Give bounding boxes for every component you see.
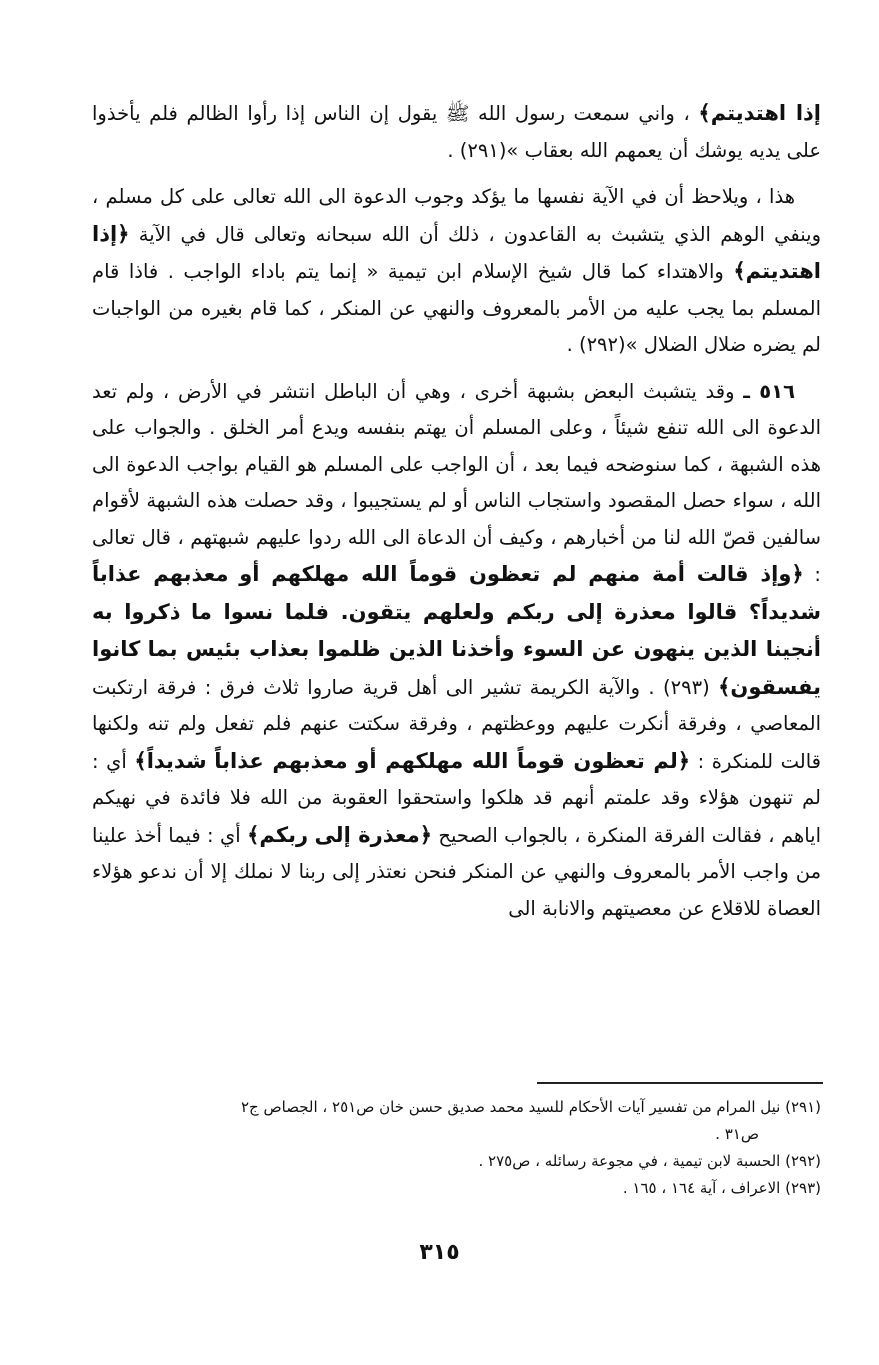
quran-quote: معذبهم عذاباً شديداً؟ قالوا معذرة إلى ربكم ولعلهم يتقون. فلما نسوا ما: [92, 562, 821, 624]
quran-quote: ﴿وإذ قالت أمة منهم لم تعظون قوماً الله مهلكهم أو: [239, 562, 804, 586]
text-span: الدعوة الى الله ، سواء حصل المقصود واستجاب الناس أو لم يستجيبوا ، وقد حصلت: [92, 452, 821, 512]
quran-quote: ﴿إذا اهتديتم﴾: [92, 221, 822, 283]
quran-quote: شديداً﴾: [134, 748, 207, 773]
text-span: بغيره من الواجبات لم يضره ضلال الضلال »(٢٩٢) .: [92, 296, 821, 356]
text-span: هذا ، ويلاحظ أن في الآية نفسها ما يؤكد وجوب الدعوة الى الله تعالى على كل: [160, 185, 795, 208]
quran-quote: ربكم﴾: [247, 822, 309, 847]
text-span: فلا فائدة في نهيكم اياهم ، فقالت الفرقة المنكرة ، بالجواب الصحيح: [92, 786, 822, 847]
text-span: ارتكبت المعاصي ، وفرقة أنكرت عليهم ووعظتهم ، وفرقة سكتت عنهم فلم تفعل ولم: [92, 675, 822, 735]
quran-quote: إذا اهتديتم﴾: [698, 101, 821, 125]
footnotes: [96, 1094, 821, 1202]
text-span: نعتذر إلى ربنا لا نملك إلا أن ندعو هؤلاء العصاة للاقلاع عن معصيتهم والانابة الى: [92, 860, 821, 920]
footnote-divider: [537, 1082, 823, 1084]
main-text: [92, 95, 821, 937]
footnote-292: (٢٩٢) الحسبة لابن تيمية ، في مجوعة رسائله ، ص٢٧٥ .: [478, 1152, 821, 1170]
paragraph-1: [92, 95, 821, 169]
text-span: والاهتداء كما قال شيخ الإسلام ابن تيمية « إنما يتم باداء: [250, 260, 734, 283]
text-span: تنه ولكنها قالت للمنكرة :: [92, 712, 821, 773]
text-span: أي : لم تنهون هؤلاء وقد علمتم أنهم قد هلكوا واستحقوا العقوبة من الله: [92, 749, 821, 809]
text-span: عليهم شبهتهم ، قال تعالى :: [92, 525, 821, 586]
text-span: على هذه الشبهة ، كما سنوضحه فيما بعد ، أن الواجب على المسلم هو القيام بواجب: [92, 416, 821, 476]
footnote-293: (٢٩٣) الاعراف ، آية ١٦٤ ، ١٦٥ .: [622, 1179, 821, 1197]
text-span: وقد يتشبث البعض بشبهة أخرى ، وهي أن الباطل انتشر في الأرض ، ولم: [125, 379, 744, 403]
text-span: ، واني سمعت رسول الله ﷺ يقول إن الناس إذا رأوا الظالم فلم: [149, 102, 699, 125]
text-span: هذه الشبهة لأقوام سالفين قصّ الله لنا من أخبارهم ، وكيف أن الدعاة الى الله ردوا: [92, 489, 821, 549]
paragraph-number: ٥١٦ ـ: [743, 379, 795, 403]
paragraph-2: [92, 179, 821, 364]
text-span: (٢٩٣) . والآية الكريمة تشير الى أهل قرية صاروا ثلاث فرق : فرقة: [156, 675, 719, 699]
quran-quote: ﴿لم تعظون قوماً الله مهلكهم أو معذبهم عذاباً: [214, 748, 691, 773]
footnote-291-continuation: ص٣١ .: [715, 1125, 759, 1143]
text-span: الواجب . فاذا قام المسلم بما يجب عليه من الأمر بالمعروف والنهي عن المنكر ، كما قام: [92, 260, 822, 320]
text-span: مسلم ، وينفي الوهم الذي يتشبث به القاعدون ، ذلك أن الله سبحانه وتعالى قال في: [92, 185, 821, 246]
quran-quote: كانوا يفسقون﴾: [92, 637, 822, 699]
text-span: يأخذوا على يديه يوشك أن يعمهم الله بعقاب »(٢٩١) .: [92, 102, 821, 162]
quran-quote: ذكروا به أنجينا الذين ينهون عن السوء وأخذنا الذين ظلموا بعذاب بئيس بما: [92, 599, 821, 661]
quran-quote: ﴿معذرة إلى: [314, 822, 433, 847]
paragraph-3: [92, 374, 821, 928]
text-span: أي : فيما أخذ علينا من واجب الأمر بالمعروف والنهي عن المنكر فنحن: [92, 823, 822, 883]
footnote-291: (٢٩١) نيل المرام من تفسير آيات الأحكام للسيد محمد صديق حسن خان ص٢٥١ ، الجصاص ج٢: [240, 1098, 821, 1116]
page-number: ٣١٥: [419, 1240, 460, 1265]
text-span: تعد الدعوة الى الله تنفع شيئاً ، وعلى المسلم أن يهتم بنفسه ويدع أمر الخلق . والجواب: [92, 379, 822, 439]
text-span: الآية: [129, 222, 172, 246]
